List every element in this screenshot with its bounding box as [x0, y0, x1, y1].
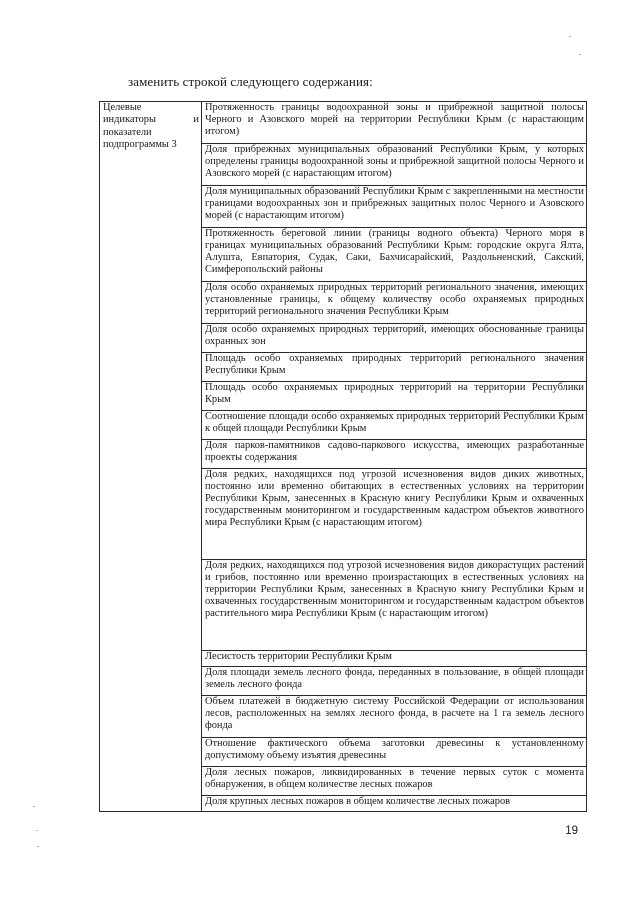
indicator-cell: Доля лесных пожаров, ликвидированных в течение первых суток с момента обнаружения, в общем количестве лесных пожаров [202, 767, 587, 796]
indicator-cell: Доля крупных лесных пожаров в общем количестве лесных пожаров [202, 796, 587, 812]
indicator-cell: Площадь особо охраняемых природных территорий регионального значения Республики Крым [202, 353, 587, 382]
scan-speck [569, 36, 571, 37]
indicator-cell: Соотношение площади особо охраняемых природных территорий Республики Крым к общей площади Республики Крым [202, 411, 587, 440]
indicator-cell: Протяженность береговой линии (границы водного объекта) Черного моря в границах муниципальных образований Республики Крым: городские округа Ялта, Алушта, Евпатория, Судак, Саки, Бахчисарайский, Раздольненский, Сакский, Симферопольский районы [202, 228, 587, 282]
row-label-line: подпрограммы 3 [103, 138, 177, 150]
indicator-cell: Доля муниципальных образований Республики Крым с закрепленными на местности границами водоохранных зон и прибрежных защитных полос Черного и Азовского морей (с нарастающим итогом) [202, 186, 587, 228]
indicator-cell: Доля площади земель лесного фонда, переданных в пользование, в общей площади земель лесного фонда [202, 667, 587, 696]
table-row [100, 102, 587, 144]
indicator-cell: Доля парков-памятников садово-паркового искусства, имеющих разработанные проекты содержания [202, 440, 587, 469]
indicator-cell: Площадь особо охраняемых природных территорий на территории Республики Крым [202, 382, 587, 411]
indicators-table-body [100, 102, 587, 812]
row-label-cell [100, 102, 202, 812]
indicator-cell: Доля прибрежных муниципальных образований Республики Крым, у которых определены границы водоохранной зоны и прибрежной защитной полосы Черного и Азовского морей (с нарастающим итогом) [202, 144, 587, 186]
indicator-cell: Лесистость территории Республики Крым [202, 651, 587, 667]
indicator-cell: Доля особо охраняемых природных территорий, имеющих обоснованные границы охранных зон [202, 324, 587, 353]
indicator-cell: Доля редких, находящихся под угрозой исчезновения видов диких животных, постоянно или временно обитающих в естественных условиях на территории Республики Крым, занесенных в Красную книгу Республики Крым и охваченных государственным мониторингом и государственным кадастром объектов животного мира Республики Крым (с нарастающим итогом) [202, 469, 587, 560]
scan-speck [579, 54, 581, 55]
scan-speck [36, 830, 38, 831]
indicator-cell: Отношение фактического объема заготовки древесины к установленному допустимому объему изъятия древесины [202, 738, 587, 767]
intro-text: заменить строкой следующего содержания: [128, 74, 373, 89]
row-label-line: индикаторы и [103, 114, 199, 126]
row-label-line: Целевые [103, 102, 142, 113]
row-label-line: показатели [103, 126, 152, 138]
page-number: 19 [565, 825, 578, 837]
indicator-cell: Объем платежей в бюджетную систему Российской Федерации от использования лесов, расположенных на землях лесного фонда, в расчете на 1 га земель лесного фонда [202, 696, 587, 738]
indicator-cell: Протяженность границы водоохранной зоны и прибрежной защитной полосы Черного и Азовского морей на территории Республики Крым (с нарастающим итогом) [202, 102, 587, 144]
scan-speck [33, 806, 35, 807]
scan-speck [37, 846, 39, 847]
indicators-table [99, 101, 587, 812]
indicator-cell: Доля редких, находящихся под угрозой исчезновения видов дикорастущих растений и грибов, постоянно или временно произрастающих в естественных условиях на территории Республики Крым, занесенных в Красную книгу Республики Крым и охваченных государственным мониторингом и государственным кадастром объектов растительного мира Республики Крым (с нарастающим итогом) [202, 560, 587, 651]
indicator-cell: Доля особо охраняемых природных территорий регионального значения, имеющих установленные границы, к общему количеству особо охраняемых природных территорий регионального значения Республики Крым [202, 282, 587, 324]
